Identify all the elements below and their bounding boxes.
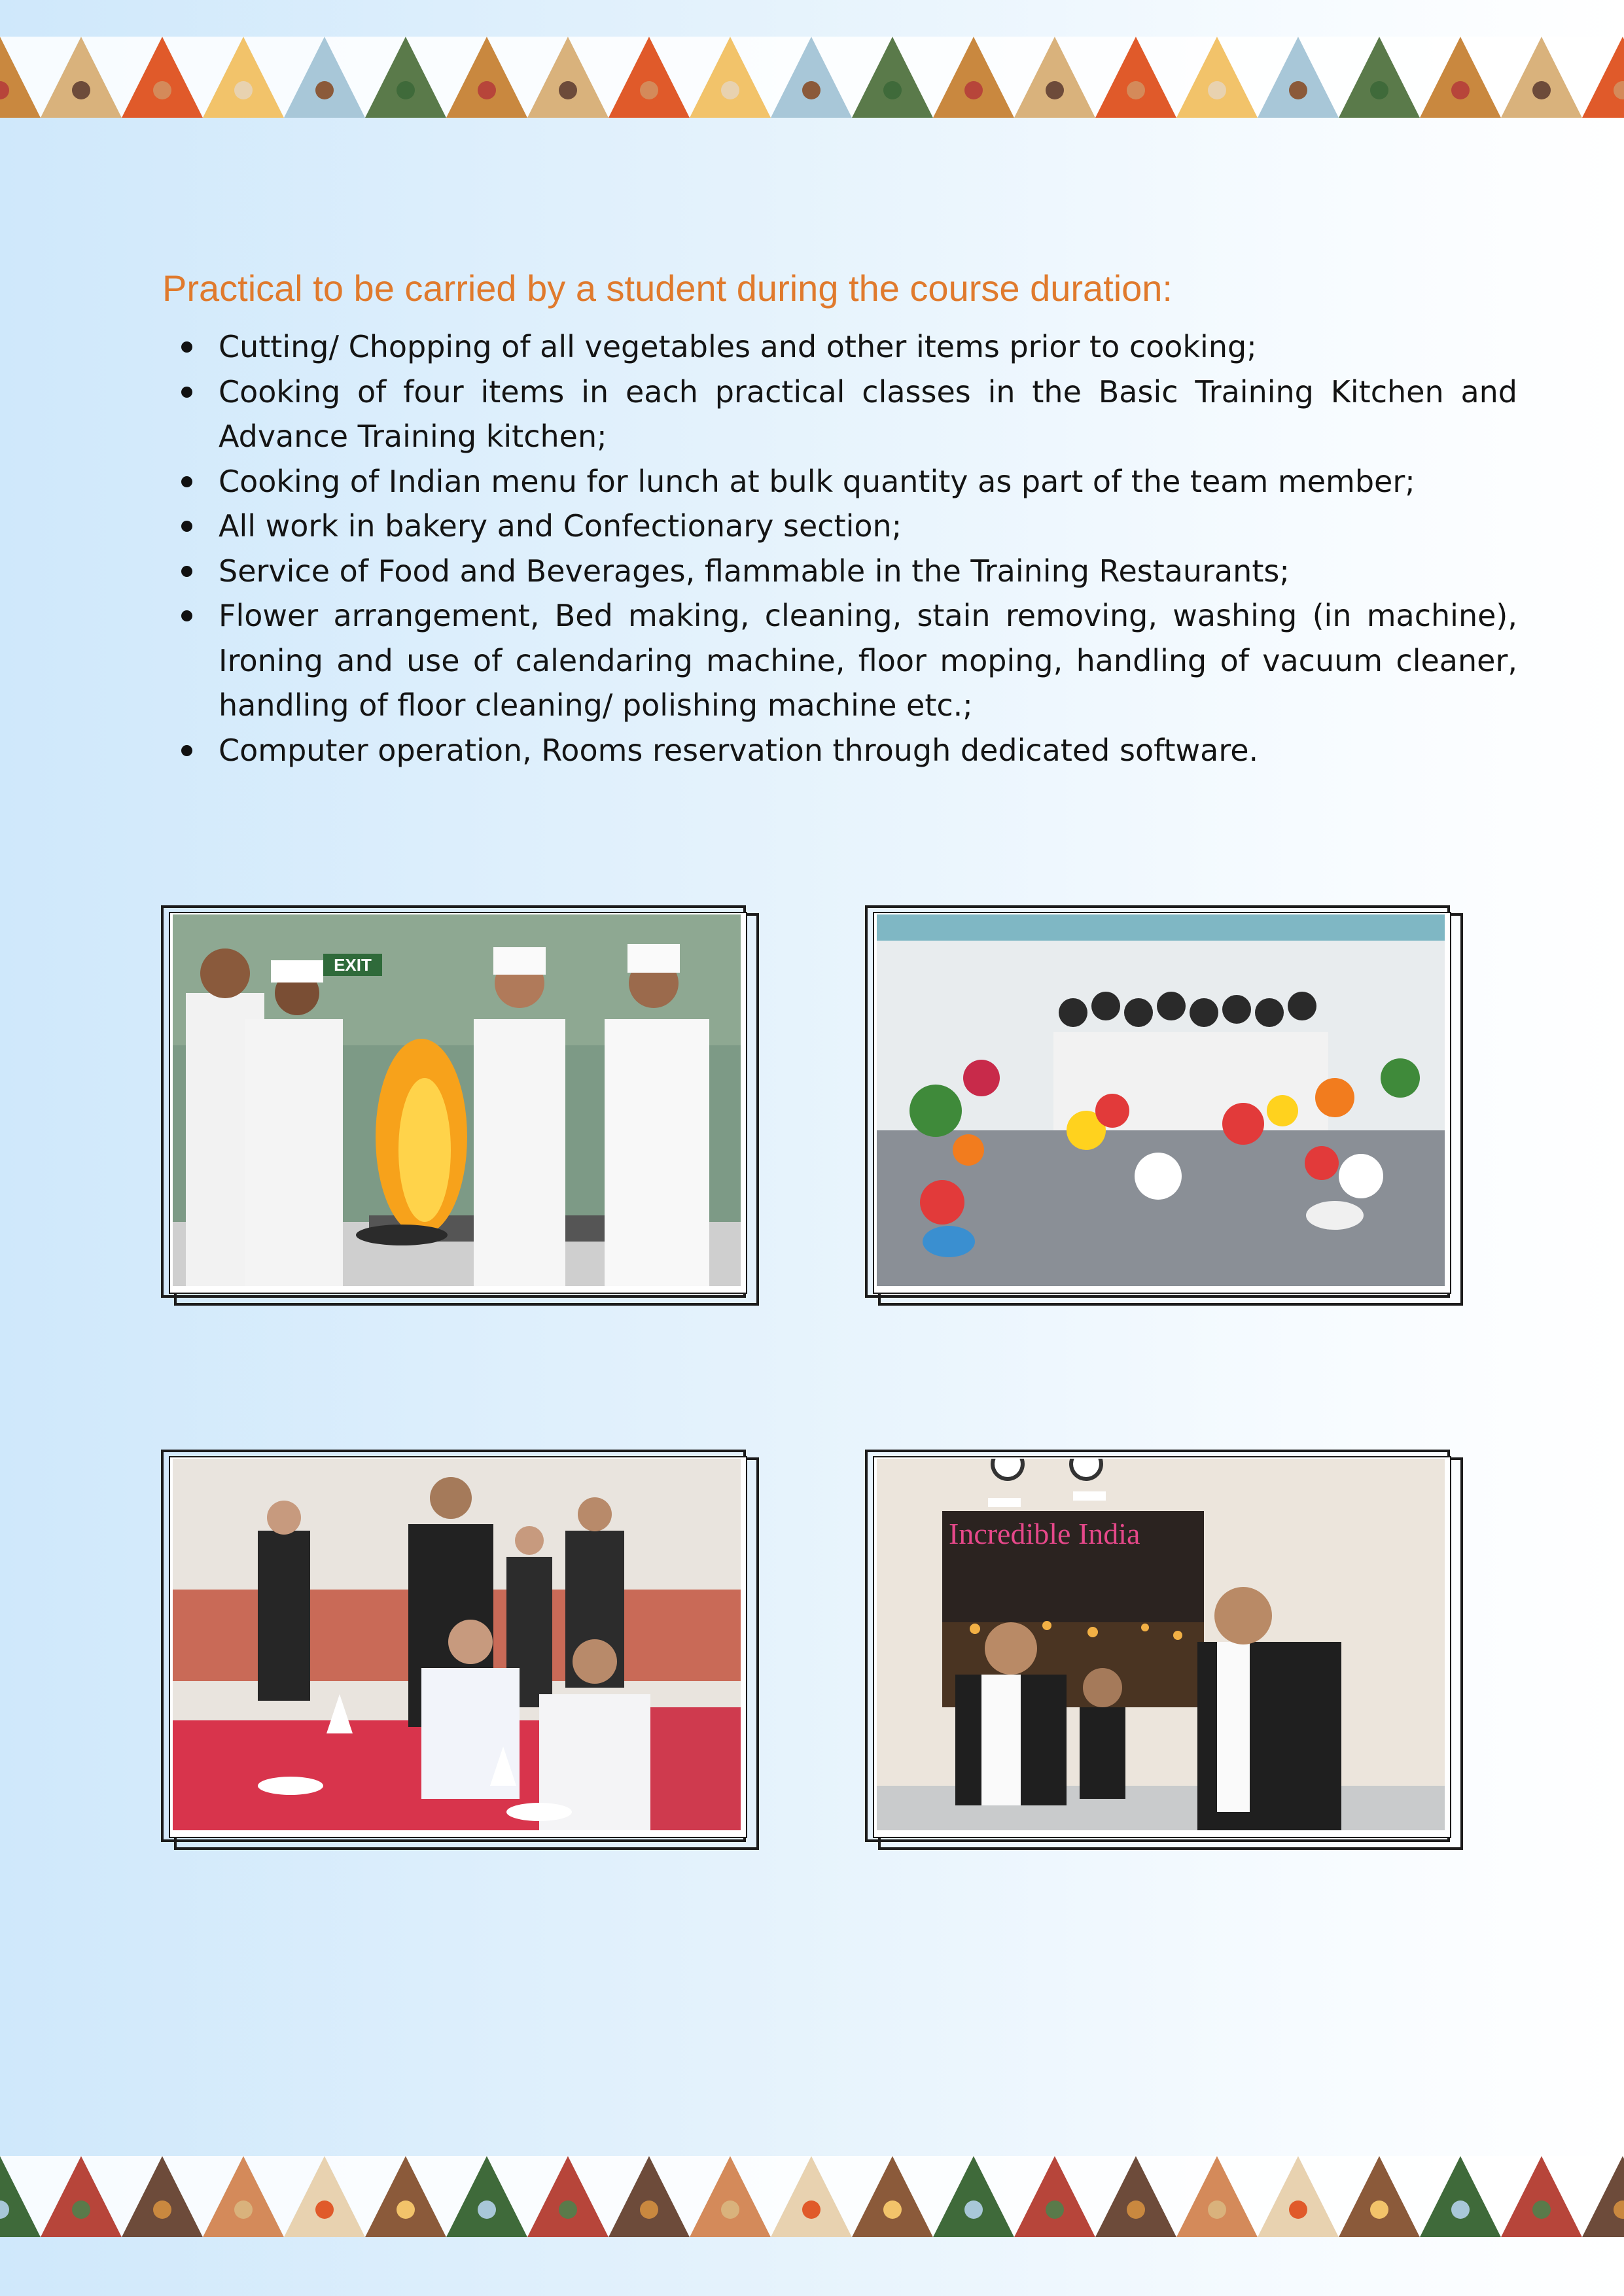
band-triangle-accent xyxy=(1289,2200,1307,2219)
photo-frame-front-office xyxy=(865,1450,1459,1839)
photo-frame-restaurant xyxy=(161,1450,755,1839)
flower-arrangement-photo xyxy=(877,914,1445,1286)
band-triangle-accent xyxy=(1208,2200,1226,2219)
band-triangle-accent xyxy=(559,2200,577,2219)
band-triangle-accent xyxy=(1289,81,1307,99)
band-triangle-accent xyxy=(1370,81,1388,99)
band-triangle-accent xyxy=(1127,81,1145,99)
band-triangle-accent xyxy=(397,81,415,99)
band-triangle-accent xyxy=(883,81,902,99)
band-triangle-accent xyxy=(559,81,577,99)
exit-sign-text: EXIT xyxy=(334,955,372,975)
band-triangle-accent xyxy=(234,81,253,99)
band-triangle-accent xyxy=(315,2200,334,2219)
band-triangle-accent xyxy=(1046,81,1064,99)
list-item: Flower arrangement, Bed making, cleaning, stain removing, washing (in machine), Ironing and use of calendaring machine, floor moping, handling of vacuum cleaner, handling of floor cleaning/ polishing machine etc.; xyxy=(219,593,1517,728)
restaurant-service-photo xyxy=(173,1459,741,1830)
band-triangle-accent xyxy=(1370,2200,1388,2219)
band-triangle-accent xyxy=(883,2200,902,2219)
band-triangle-accent xyxy=(153,2200,171,2219)
band-triangle-accent xyxy=(964,81,983,99)
band-triangle-accent xyxy=(72,81,90,99)
list-item: Cooking of four items in each practical classes in the Basic Training Kitchen and Advance Training kitchen; xyxy=(219,370,1517,459)
band-triangle-accent xyxy=(1208,81,1226,99)
band-triangle-accent xyxy=(153,81,171,99)
band-triangle-accent xyxy=(721,81,739,99)
band-triangle-accent xyxy=(1451,2200,1470,2219)
band-triangle-accent xyxy=(964,2200,983,2219)
decorative-photo-band-top xyxy=(0,37,1624,118)
band-triangle-accent xyxy=(1046,2200,1064,2219)
list-item: Computer operation, Rooms reservation through dedicated software. xyxy=(219,728,1517,773)
band-triangle-accent xyxy=(721,2200,739,2219)
band-triangle-accent xyxy=(802,2200,821,2219)
decorative-photo-band-bottom xyxy=(0,2156,1624,2237)
photo-frame-kitchen xyxy=(161,905,755,1295)
kitchen-photo xyxy=(173,914,741,1286)
poster-title-text: Incredible India xyxy=(949,1517,1140,1550)
list-item: Service of Food and Beverages, flammable in the Training Restaurants; xyxy=(219,549,1517,594)
band-triangle-accent xyxy=(1451,81,1470,99)
band-triangle-accent xyxy=(1532,2200,1551,2219)
photo-frame-flowers xyxy=(865,905,1459,1295)
list-item: All work in bakery and Confectionary section; xyxy=(219,504,1517,549)
band-triangle-accent xyxy=(478,2200,496,2219)
band-triangle-accent xyxy=(802,81,821,99)
band-triangle-accent xyxy=(315,81,334,99)
band-triangle-accent xyxy=(478,81,496,99)
band-triangle-accent xyxy=(1127,2200,1145,2219)
band-triangle-accent xyxy=(72,2200,90,2219)
band-triangle-accent xyxy=(640,81,658,99)
list-item: Cutting/ Chopping of all vegetables and other items prior to cooking; xyxy=(219,324,1517,370)
band-triangle-accent xyxy=(234,2200,253,2219)
practicals-list xyxy=(162,324,1517,773)
band-triangle-accent xyxy=(397,2200,415,2219)
section-heading: Practical to be carried by a student during the course duration: xyxy=(162,268,1173,309)
band-triangle-accent xyxy=(1532,81,1551,99)
front-office-photo xyxy=(877,1459,1445,1830)
band-triangle-accent xyxy=(640,2200,658,2219)
list-item: Cooking of Indian menu for lunch at bulk quantity as part of the team member; xyxy=(219,459,1517,504)
